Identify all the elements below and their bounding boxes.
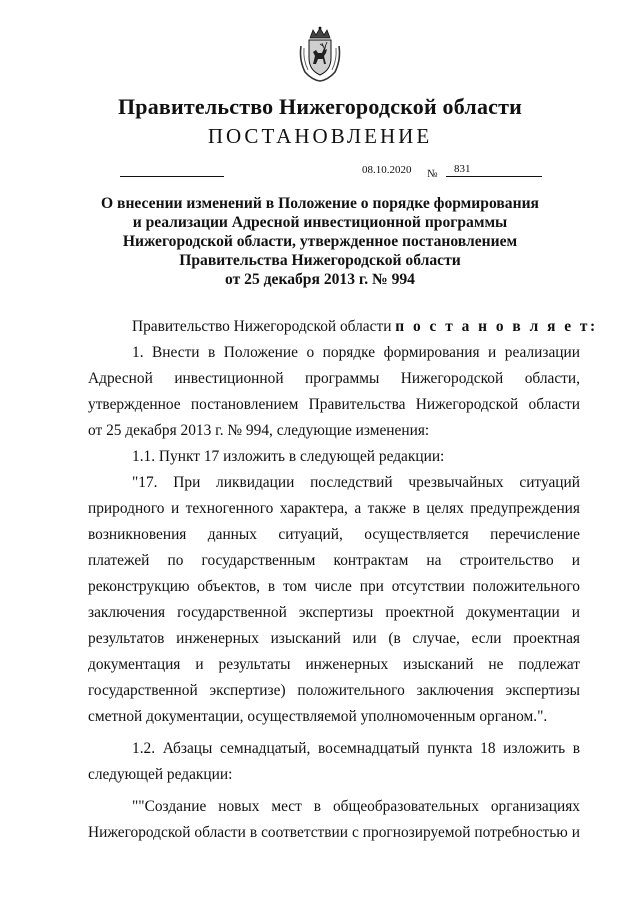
paragraph-line: природного и техногенного характера, а также в целях предупреждения: [88, 500, 580, 517]
paragraph-line: следующей редакции:: [88, 766, 233, 783]
subject-line: Правительства Нижегородской области: [179, 252, 461, 269]
paragraph-line: платежей по государственным контрактам на строительство и: [88, 552, 580, 569]
document-type: ПОСТАНОВЛЕНИЕ: [207, 124, 433, 148]
document-body: [88, 314, 598, 846]
paragraph-line: документация и результаты инженерных изысканий не подлежат: [88, 656, 580, 673]
paragraph-line: сметной документации, осуществляемой уполномоченным органом.".: [88, 708, 548, 725]
paragraph-line: "17. При ликвидации последствий чрезвычайных ситуаций: [132, 474, 580, 491]
subject-line: и реализации Адресной инвестиционной программы: [132, 214, 508, 231]
paragraph-line: результатов инженерных изысканий или (в случае, если проектная: [88, 630, 580, 647]
paragraph-line: Адресной инвестиционной программы Нижегородской области,: [88, 370, 580, 387]
subject-line: от 25 декабря 2013 г. № 994: [225, 271, 415, 288]
number-underline: [446, 176, 542, 177]
number-sign: №: [427, 168, 438, 180]
coat-of-arms-icon: [297, 26, 343, 82]
subject-line: О внесении изменений в Положение о порядке формирования: [101, 195, 539, 212]
paragraph-line: утвержденное постановлением Правительства Нижегородской области: [88, 396, 580, 413]
paragraph-line: заключения государственной экспертизы проектной документации и: [88, 604, 580, 621]
paragraph-line: ""Создание новых мест в общеобразовательных организациях: [132, 798, 580, 815]
paragraph-line: 1. Внести в Положение о порядке формирования и реализации: [132, 344, 580, 361]
document-subject: [100, 194, 540, 289]
preamble: [88, 314, 598, 340]
document-date: 08.10.2020: [362, 164, 412, 176]
paragraph-line: возникновения данных ситуаций, осуществляется перечисление: [88, 526, 580, 543]
paragraph-line: 1.2. Абзацы семнадцатый, восемнадцатый пункта 18 изложить в: [132, 740, 580, 757]
paragraph-line: 1.1. Пункт 17 изложить в следующей редакции:: [132, 448, 445, 465]
preamble-text: Правительство Нижегородской области: [132, 318, 396, 335]
decree-word: п о с т а н о в л я е т:: [395, 318, 598, 335]
document-number: 831: [454, 163, 471, 175]
paragraph-line: Нижегородской области в соответствии с прогнозируемой потребностью и: [88, 824, 580, 841]
paragraph-line: от 25 декабря 2013 г. № 994, следующие изменения:: [88, 422, 430, 439]
paragraph-line: реконструкцию объектов, в том числе при отсутствии положительного: [88, 578, 580, 595]
organization-name: Правительство Нижегородской области: [117, 94, 522, 119]
paragraph-line: государственной экспертизе) положительного заключения экспертизы: [88, 682, 580, 699]
subject-line: Нижегородской области, утвержденное постановлением: [122, 233, 518, 250]
date-blank-line: [120, 176, 224, 177]
